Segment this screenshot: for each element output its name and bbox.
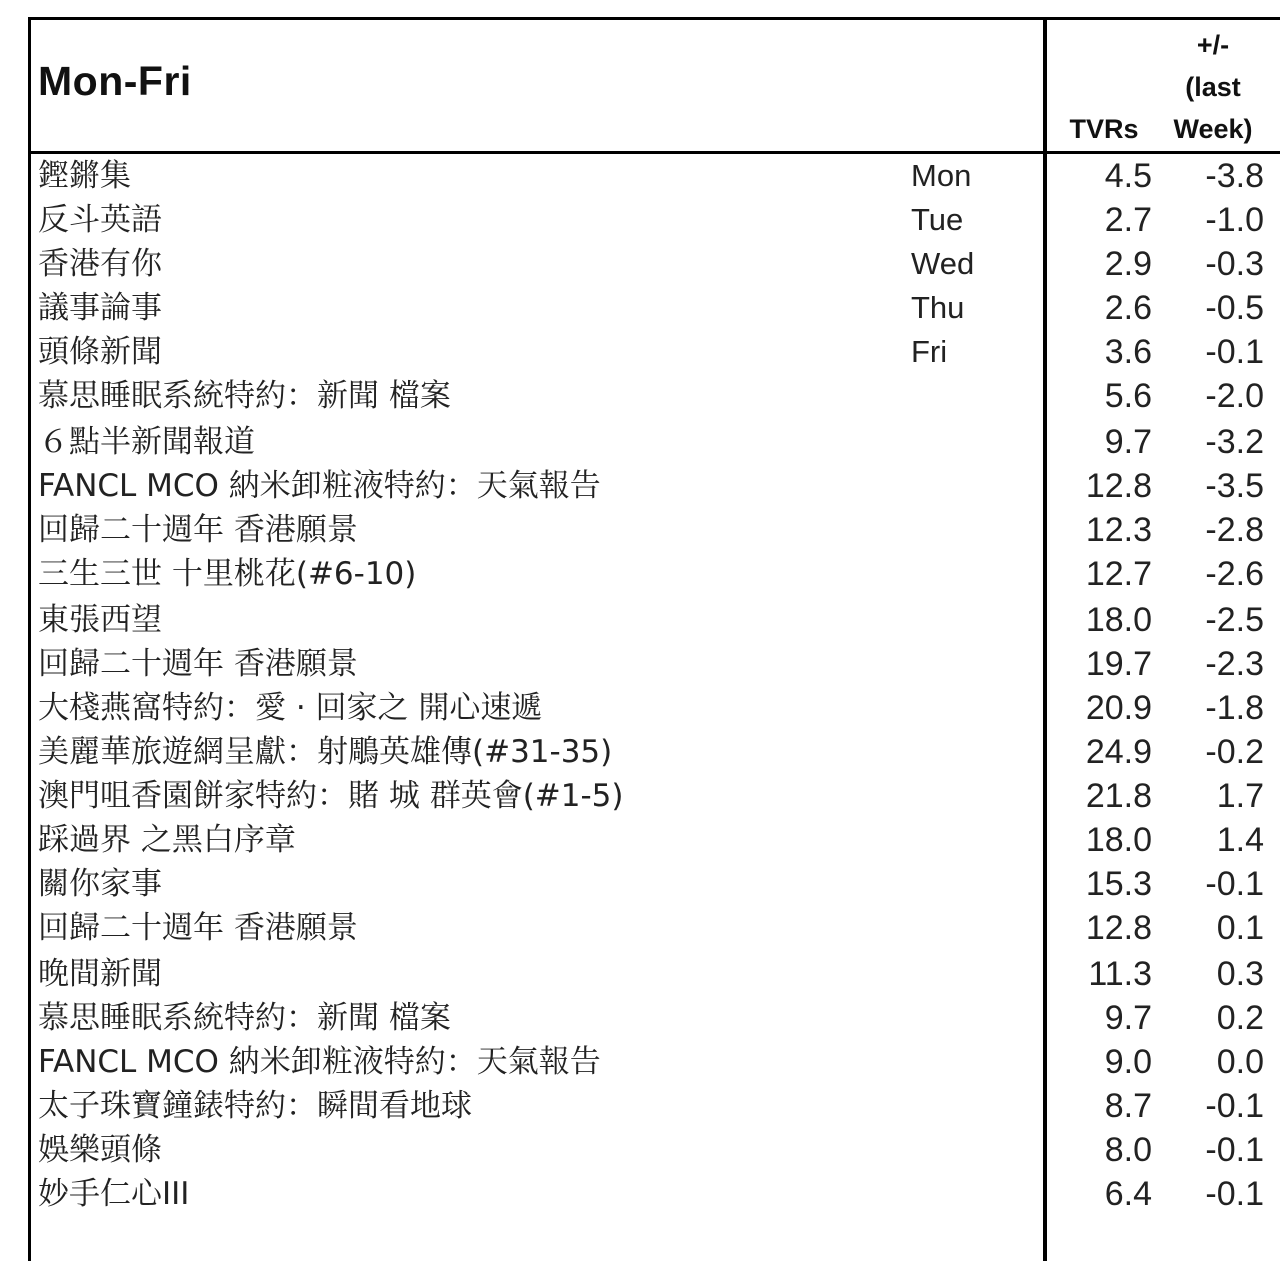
table-row xyxy=(0,420,1280,464)
program-name: 美麗華旅遊網呈獻：射鵰英雄傳(#31-35) xyxy=(38,734,613,770)
change-value: 1.4 xyxy=(1216,821,1264,859)
change-value: 0.1 xyxy=(1216,909,1264,947)
program-name: 回歸二十週年 香港願景 xyxy=(38,512,358,548)
change-value: -2.5 xyxy=(1205,601,1264,639)
tvr-value: 18.0 xyxy=(1085,601,1152,639)
table-row xyxy=(0,774,1280,818)
table-row xyxy=(0,508,1280,552)
tvr-value: 6.4 xyxy=(1104,1175,1152,1213)
change-value: 0.2 xyxy=(1216,999,1264,1037)
tvr-value: 11.3 xyxy=(1088,955,1152,993)
program-name: 三生三世 十里桃花(#6-10) xyxy=(38,556,417,592)
table-row xyxy=(0,906,1280,950)
table-title: Mon-Fri xyxy=(38,58,192,104)
table-row xyxy=(0,598,1280,642)
tvr-value: 2.6 xyxy=(1104,289,1152,327)
program-name: 澳門咀香園餅家特約：賭 城 群英會(#1-5) xyxy=(38,778,624,814)
tvr-value: 4.5 xyxy=(1104,157,1152,195)
program-name: 太子珠寶鐘錶特約：瞬間看地球 xyxy=(38,1088,472,1124)
table-row xyxy=(0,286,1280,330)
tvr-value: 2.7 xyxy=(1104,201,1152,239)
tvr-value: 12.8 xyxy=(1085,467,1152,505)
program-name: 香港有你 xyxy=(38,246,162,282)
program-name: 東張西望 xyxy=(38,602,162,638)
tvr-value: 24.9 xyxy=(1085,733,1152,771)
tvr-value: 2.9 xyxy=(1104,245,1152,283)
table-row xyxy=(0,642,1280,686)
program-name: 晚間新聞 xyxy=(38,956,162,992)
program-name: 反斗英語 xyxy=(38,202,162,238)
change-header-line1: +/- xyxy=(1196,30,1230,60)
change-value: -1.8 xyxy=(1205,689,1264,727)
tvr-value: 15.3 xyxy=(1085,865,1152,903)
change-value: -0.1 xyxy=(1205,1175,1264,1213)
day-label: Wed xyxy=(911,246,975,281)
table-row xyxy=(0,154,1280,198)
table-row xyxy=(0,374,1280,418)
program-name: 妙手仁心III xyxy=(38,1176,190,1212)
table-row xyxy=(0,464,1280,508)
tvr-value: 20.9 xyxy=(1085,689,1152,727)
day-label: Thu xyxy=(911,290,965,325)
change-value: -0.5 xyxy=(1205,289,1264,327)
tvr-value: 5.6 xyxy=(1104,377,1152,415)
tvr-value: 8.7 xyxy=(1104,1087,1152,1125)
change-value: -2.6 xyxy=(1205,555,1264,593)
change-value: -0.2 xyxy=(1205,733,1264,771)
program-name: 慕思睡眠系統特約：新聞 檔案 xyxy=(38,1000,451,1036)
table-row xyxy=(0,862,1280,906)
change-value: -0.1 xyxy=(1205,333,1264,371)
tvr-value: 9.7 xyxy=(1104,999,1152,1037)
table-row xyxy=(0,1128,1280,1172)
tvr-value: 8.0 xyxy=(1104,1131,1152,1169)
program-name: 娛樂頭條 xyxy=(38,1132,162,1168)
change-value: 0.0 xyxy=(1216,1043,1264,1081)
table-row xyxy=(0,952,1280,996)
program-name: 回歸二十週年 香港願景 xyxy=(38,646,358,682)
table-row xyxy=(0,686,1280,730)
tvr-value: 12.8 xyxy=(1085,909,1152,947)
program-name: FANCL MCO 納米卸粧液特約：天氣報告 xyxy=(38,468,601,504)
change-value: 0.3 xyxy=(1216,955,1264,993)
program-name: 頭條新聞 xyxy=(38,334,162,370)
day-label: Mon xyxy=(911,158,972,193)
tvr-value: 3.6 xyxy=(1104,333,1152,371)
change-value: -2.3 xyxy=(1205,645,1264,683)
change-value: -2.8 xyxy=(1205,511,1264,549)
tvr-value: 12.3 xyxy=(1085,511,1152,549)
change-value: -3.8 xyxy=(1205,157,1264,195)
program-name: 慕思睡眠系統特約：新聞 檔案 xyxy=(38,378,451,414)
program-name: 議事論事 xyxy=(38,290,162,326)
program-name: 關你家事 xyxy=(38,866,162,902)
table-row xyxy=(0,330,1280,374)
change-value: -0.1 xyxy=(1205,1087,1264,1125)
program-name: 鏗鏘集 xyxy=(38,158,131,194)
program-name: 回歸二十週年 香港願景 xyxy=(38,910,358,946)
change-value: -0.1 xyxy=(1205,1131,1264,1169)
table-row xyxy=(0,730,1280,774)
table-top-border xyxy=(28,17,1280,20)
table-row xyxy=(0,198,1280,242)
tvr-value: 19.7 xyxy=(1085,645,1152,683)
program-name: 大棧燕窩特約：愛 · 回家之 開心速遞 xyxy=(38,690,543,726)
table-row xyxy=(0,242,1280,286)
day-label: Fri xyxy=(911,334,948,369)
tvr-value: 9.7 xyxy=(1104,423,1152,461)
change-header-line3: Week) xyxy=(1173,114,1253,144)
program-name: ６點半新聞報道 xyxy=(38,424,255,460)
tvr-value: 9.0 xyxy=(1104,1043,1152,1081)
change-value: -0.1 xyxy=(1205,865,1264,903)
change-value: -2.0 xyxy=(1205,377,1264,415)
change-value: -0.3 xyxy=(1205,245,1264,283)
change-header-line2: (last xyxy=(1185,72,1241,102)
change-value: -3.5 xyxy=(1205,467,1264,505)
table-row xyxy=(0,996,1280,1040)
table-row xyxy=(0,1084,1280,1128)
program-name: 踩過界 之黑白序章 xyxy=(38,822,296,858)
tvr-value: 12.7 xyxy=(1085,555,1152,593)
tvrs-header: TVRs xyxy=(1069,114,1139,144)
program-name: FANCL MCO 納米卸粧液特約：天氣報告 xyxy=(38,1044,601,1080)
table-row xyxy=(0,1040,1280,1084)
day-label: Tue xyxy=(911,202,964,237)
change-value: -1.0 xyxy=(1205,201,1264,239)
tvr-value: 21.8 xyxy=(1085,777,1152,815)
tvr-value: 18.0 xyxy=(1085,821,1152,859)
change-value: 1.7 xyxy=(1216,777,1264,815)
table-row xyxy=(0,1172,1280,1216)
table-row xyxy=(0,818,1280,862)
table-row xyxy=(0,552,1280,596)
change-value: -3.2 xyxy=(1205,423,1264,461)
